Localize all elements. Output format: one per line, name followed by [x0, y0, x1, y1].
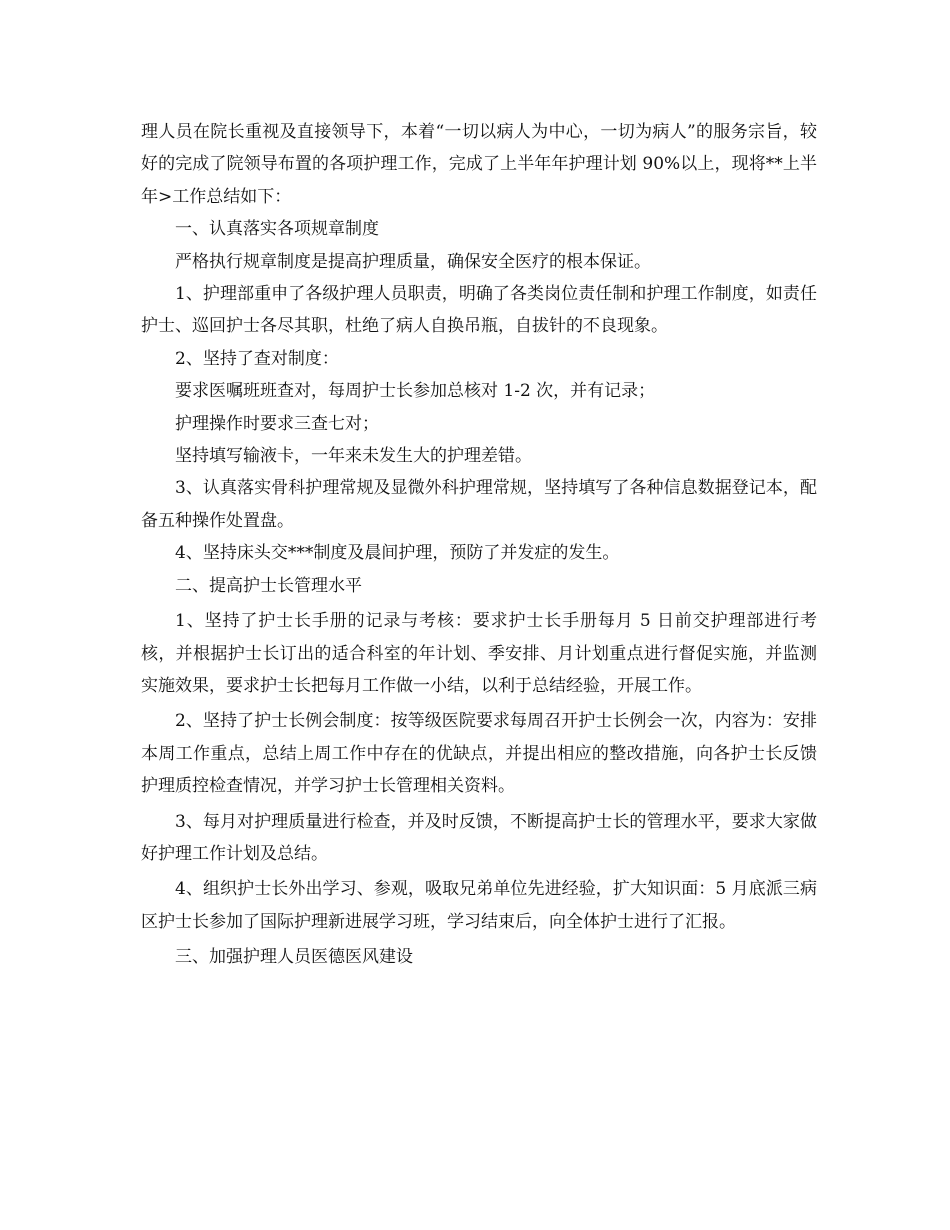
paragraph: 护理操作时要求三查七对；	[175, 413, 379, 434]
section-heading-3: 三、加强护理人员医德医风建设	[175, 947, 413, 968]
paragraph: 严格执行规章制度是提高护理质量，确保安全医疗的根本保证。	[175, 251, 651, 272]
paragraph: 3、认真落实骨科护理常规及显微外科护理常规，坚持填写了各种信息数据登记本，配备五种操作处置盘。	[141, 478, 817, 531]
paragraph: 1、护理部重申了各级护理人员职责，明确了各类岗位责任制和护理工作制度，如责任护士、巡回护士各尽其职，杜绝了病人自换吊瓶，自拔针的不良现象。	[141, 284, 817, 337]
section-heading-2: 二、提高护士长管理水平	[175, 575, 362, 596]
paragraph: 4、组织护士长外出学习、参观，吸取兄弟单位先进经验，扩大知识面：5 月底派三病区护士长参加了国际护理新进展学习班，学习结束后，向全体护士进行了汇报。	[141, 879, 817, 932]
paragraph: 坚持填写输液卡，一年来未发生大的护理差错。	[175, 446, 532, 467]
paragraph: 1、坚持了护士长手册的记录与考核：要求护士长手册每月 5 日前交护理部进行考核，并根据护士长订出的适合科室的年计划、季安排、月计划重点进行督促实施，并监测实施效果，要求护士长把每月工作做一小结，以利于总结经验，开展工作。	[141, 611, 817, 696]
section-heading-1: 一、认真落实各项规章制度	[175, 219, 379, 240]
document-body	[141, 116, 817, 974]
paragraph: 2、坚持了查对制度：	[175, 348, 339, 369]
paragraph: 3、每月对护理质量进行检查，并及时反馈，不断提高护士长的管理水平，要求大家做好护理工作计划及总结。	[141, 811, 817, 864]
paragraph: 要求医嘱班班查对，每周护士长参加总核对 1-2 次，并有记录；	[175, 381, 656, 402]
paragraph-intro-continued: 理人员在院长重视及直接领导下，本着“一切以病人为中心，一切为病人”的服务宗旨，较好的完成了院领导布置的各项护理工作，完成了上半年年护理计划 90%以上，现将**上半年>工作总结如下：	[141, 122, 817, 207]
paragraph: 4、坚持床头交***制度及晨间护理，预防了并发症的发生。	[175, 543, 620, 564]
paragraph: 2、坚持了护士长例会制度：按等级医院要求每周召开护士长例会一次，内容为：安排本周工作重点，总结上周工作中存在的优缺点，并提出相应的整改措施，向各护士长反馈护理质控检查情况，并学习护士长管理相关资料。	[141, 711, 817, 797]
